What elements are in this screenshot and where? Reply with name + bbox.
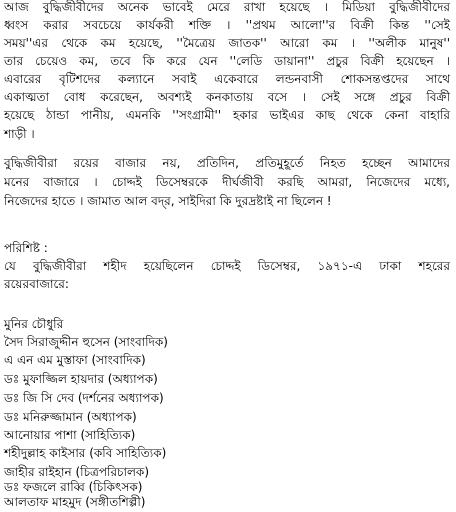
- appendix-heading: পরিশিষ্ট :: [4, 241, 48, 255]
- martyr-name: আনোয়ার পাশা (সাহিত্যিক): [4, 428, 136, 442]
- martyr-name: এ এন এম মুস্তাফা (সাংবাদিক): [4, 353, 146, 367]
- paragraph-1-line: তার চেয়েও কম, তবে কি করে যেন ''লেডি ডায়ানা'' প্রচুর বিক্রী হয়েছেন ।: [4, 54, 450, 68]
- appendix-intro-line: যে বুদ্ধিজীবীরা শহীদ হয়েছিলেন চোদ্দই ডিসেম্বর, ১৯৭১-এ ঢাকা শহরের: [4, 259, 450, 273]
- martyr-name: শহীদুল্লাহ কাইসার (কবি সাহিত্যিক): [4, 446, 167, 460]
- paragraph-1-line: একাত্মতা বোধ করেছেন, অবশ্যই কনকাতায় বসে । সেই সঙ্গে প্রচুর বিক্রী: [4, 90, 450, 104]
- martyr-name: ডঃ মুফাজ্জিল হায়দার (অধ্যাপক): [4, 372, 158, 386]
- martyr-name: জাহীর রাইহান (চিত্রপরিচালক): [4, 465, 150, 479]
- paragraph-1-line: এবারের বৃটিশদের কল্যানে সবাই একেবারে লন্ডনবাসী শোকসন্তপ্তদের সাথে: [4, 72, 450, 86]
- appendix-intro-line: রয়েরবাজারে:: [4, 277, 69, 291]
- paragraph-1-line: সময়''এর থেকে কম হয়েছে, ''মৈত্রেয় জাতক'' আরো কম । ''অলীক মানুষ'': [4, 36, 450, 50]
- martyr-name: ডঃ মনিরুজ্জামান (অধ্যাপক): [4, 410, 137, 424]
- paragraph-2-line: নিজেদের হাতে । জামাত আল বদ্‌র, সাইদিরা কি দুরদ্রষ্টাই না ছিলেন !: [4, 194, 332, 208]
- martyr-name: আলতাফ মাহমুদ (সঙ্গীতশিল্পী): [4, 495, 146, 509]
- martyr-name: ডঃ জি সি দেব (দর্শনের অধ্যাপক): [4, 391, 164, 405]
- paragraph-2-line: মনের বাজারে । চোদ্দই ডিসেম্বরকে দীর্ঘজীবী করছি আমরা, নিজেদের মধ্যে,: [4, 175, 450, 189]
- paragraph-2-line: বুদ্ধিজীবীরা রয়ের বাজার নয়, প্রতিদিন, প্রতিমুহূর্তে নিহত হচ্ছেন আমাদের: [4, 156, 450, 170]
- martyr-name: সৈদ সিরাজুদ্দীন হুসেন (সাংবাদিক): [4, 335, 168, 349]
- paragraph-1-line: হয়েছে ঠান্ডা পানীয়, এমনকি ''সংগ্রামী'' হকার ভাইএর কাছ থেকে কেনা বাহারি: [4, 108, 450, 122]
- paragraph-1-line: শাড়ী ।: [4, 127, 35, 141]
- paragraph-1-line: আজ বুদ্ধিজীবীদের অনেক ভাবেই মেরে রাখা হয়েছে । মিডিয়া বুদ্ধিজীবীদের: [4, 0, 450, 14]
- martyr-name: মুনির চৌধুরি: [4, 317, 64, 331]
- martyr-name: ডঃ ফজলে রাব্বি (চিকিৎসক): [4, 480, 143, 494]
- paragraph-1-line: ধ্বংস করার সবচেয়ে কার্যকরী শক্তি । ''প্রথম আলো''র বিক্রী কিন্ত ''সেই: [4, 18, 450, 32]
